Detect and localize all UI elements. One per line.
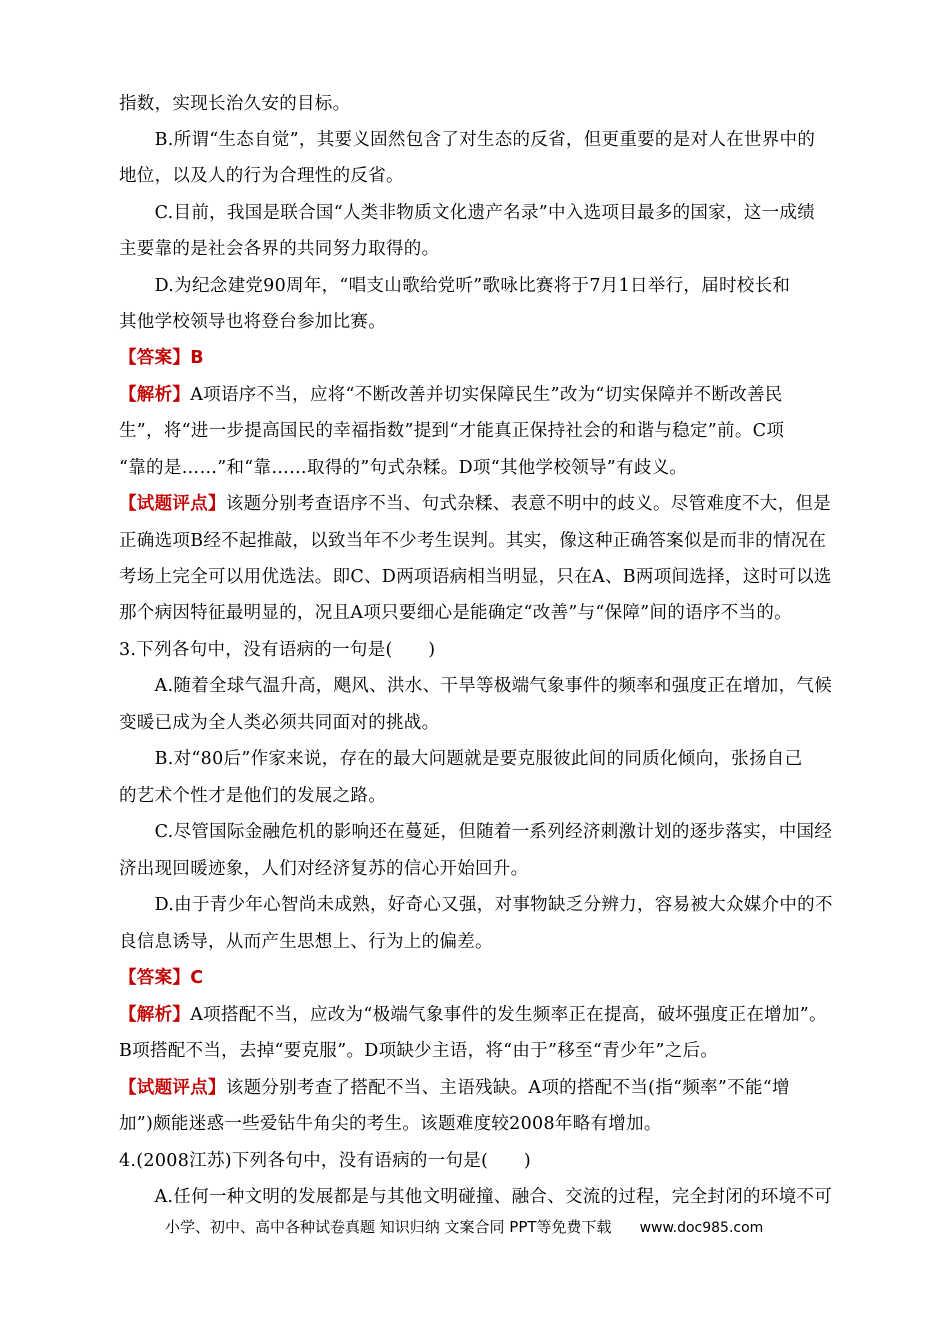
- q3-stem: 3.下列各句中，没有语病的一句是( ): [119, 640, 436, 660]
- analysis-text: A项搭配不当，应改为“极端气象事件的发生频率正在提高，破坏强度正在增加”。: [190, 1005, 827, 1025]
- q4-stem: 4.(2008江苏)下列各句中，没有语病的一句是( ): [119, 1151, 531, 1171]
- q2-analysis-line: 生”，将“进一步提高国民的幸福指数”提到“才能真正保持社会的和谐与稳定”前。C项: [119, 421, 785, 441]
- text-line: 其他学校领导也将登台参加比赛。: [119, 312, 386, 332]
- q2-answer: [119, 346, 859, 370]
- option-b-line: B.所谓“生态自觉”，其要义固然包含了对生态的反省，但更重要的是对人在世界中的: [119, 130, 816, 150]
- text-line: 指数，实现长治久安的目标。: [119, 94, 351, 114]
- comment-tag: 【试题评点】: [119, 494, 226, 514]
- q3-comment: [119, 1076, 859, 1100]
- answer-value: B: [190, 348, 204, 368]
- footer-url[interactable]: www.doc985.com: [639, 1220, 764, 1236]
- comment-text: 该题分别考查了搭配不当、主语残缺。A项的搭配不当(指“频率”不能“增: [225, 1078, 790, 1098]
- q3-analysis-line: B项搭配不当，去掉“要克服”。D项缺少主语，将“由于”移至“青少年”之后。: [119, 1041, 719, 1061]
- q2-analysis-line: “靠的是……”和“靠……取得的”句式杂糅。D项“其他学校领导”有歧义。: [119, 458, 688, 478]
- analysis-text: A项语序不当，应将“不断改善并切实保障民生”改为“切实保障并不断改善民: [190, 385, 783, 405]
- q2-comment-line: 考场上完全可以用优选法。即C、D两项语病相当明显，只在A、B两项间选择，这时可以选: [119, 567, 832, 587]
- q3-answer: [119, 966, 859, 990]
- option-d-line: D.为纪念建党90周年，“唱支山歌给党听”歌咏比赛将于7月1日举行，届时校长和: [119, 276, 791, 296]
- q4-option-a: A.任何一种文明的发展都是与其他文明碰撞、融合、交流的过程，完全封闭的环境不可: [119, 1187, 832, 1207]
- answer-tag: 【答案】: [119, 968, 191, 988]
- q2-analysis: [119, 383, 859, 407]
- analysis-tag: 【解析】: [119, 1005, 191, 1025]
- footer-text: 小学、初中、高中各种试卷真题 知识归纳 文案合同 PPT等免费下载: [165, 1218, 612, 1236]
- q3-option-line: 济出现回暖迹象，人们对经济复苏的信心开始回升。: [119, 859, 529, 879]
- q3-option-line: A.随着全球气温升高，飓风、洪水、干旱等极端气象事件的频率和强度正在增加，气候: [119, 676, 832, 696]
- comment-text: 该题分别考查语序不当、句式杂糅、表意不明中的歧义。尽管难度不大，但是: [225, 494, 832, 514]
- q2-comment: [119, 492, 859, 516]
- comment-tag: 【试题评点】: [119, 1078, 226, 1098]
- q3-option-line: 的艺术个性才是他们的发展之路。: [119, 786, 386, 806]
- analysis-tag: 【解析】: [119, 385, 191, 405]
- q3-option-line: C.尽管国际金融危机的影响还在蔓延，但随着一系列经济刺激计划的逐步落实，中国经: [119, 822, 833, 842]
- page-footer: [165, 1216, 763, 1237]
- q3-option-line: B.对“80后”作家来说，存在的最大问题就是要克服彼此间的同质化倾向，张扬自己: [119, 749, 803, 769]
- q2-comment-line: 那个病因特征最明显的，况且A项只要细心是能确定“改善”与“保障”间的语序不当的。: [119, 603, 792, 623]
- q3-option-line: D.由于青少年心智尚未成熟，好奇心又强，对事物缺乏分辨力，容易被大众媒介中的不: [119, 895, 833, 915]
- text-line: 主要靠的是社会各界的共同努力取得的。: [119, 239, 440, 259]
- q3-comment-line: 加”)颇能迷惑一些爱钻牛角尖的考生。该题难度较2008年略有增加。: [119, 1114, 662, 1134]
- q3-analysis: [119, 1003, 859, 1027]
- q2-comment-line: 正确选项B经不起推敲，以致当年不少考生误判。其实，像这种正确答案似是而非的情况在: [119, 531, 827, 551]
- q3-option-line: 变暖已成为全人类必须共同面对的挑战。: [119, 713, 440, 733]
- q3-option-line: 良信息诱导，从而产生思想上、行为上的偏差。: [119, 932, 493, 952]
- option-c-line: C.目前，我国是联合国“人类非物质文化遗产名录”中入选项目最多的国家，这一成绩: [119, 203, 816, 223]
- answer-tag: 【答案】: [119, 348, 191, 368]
- text-line: 地位，以及人的行为合理性的反省。: [119, 166, 404, 186]
- answer-value: C: [190, 968, 204, 988]
